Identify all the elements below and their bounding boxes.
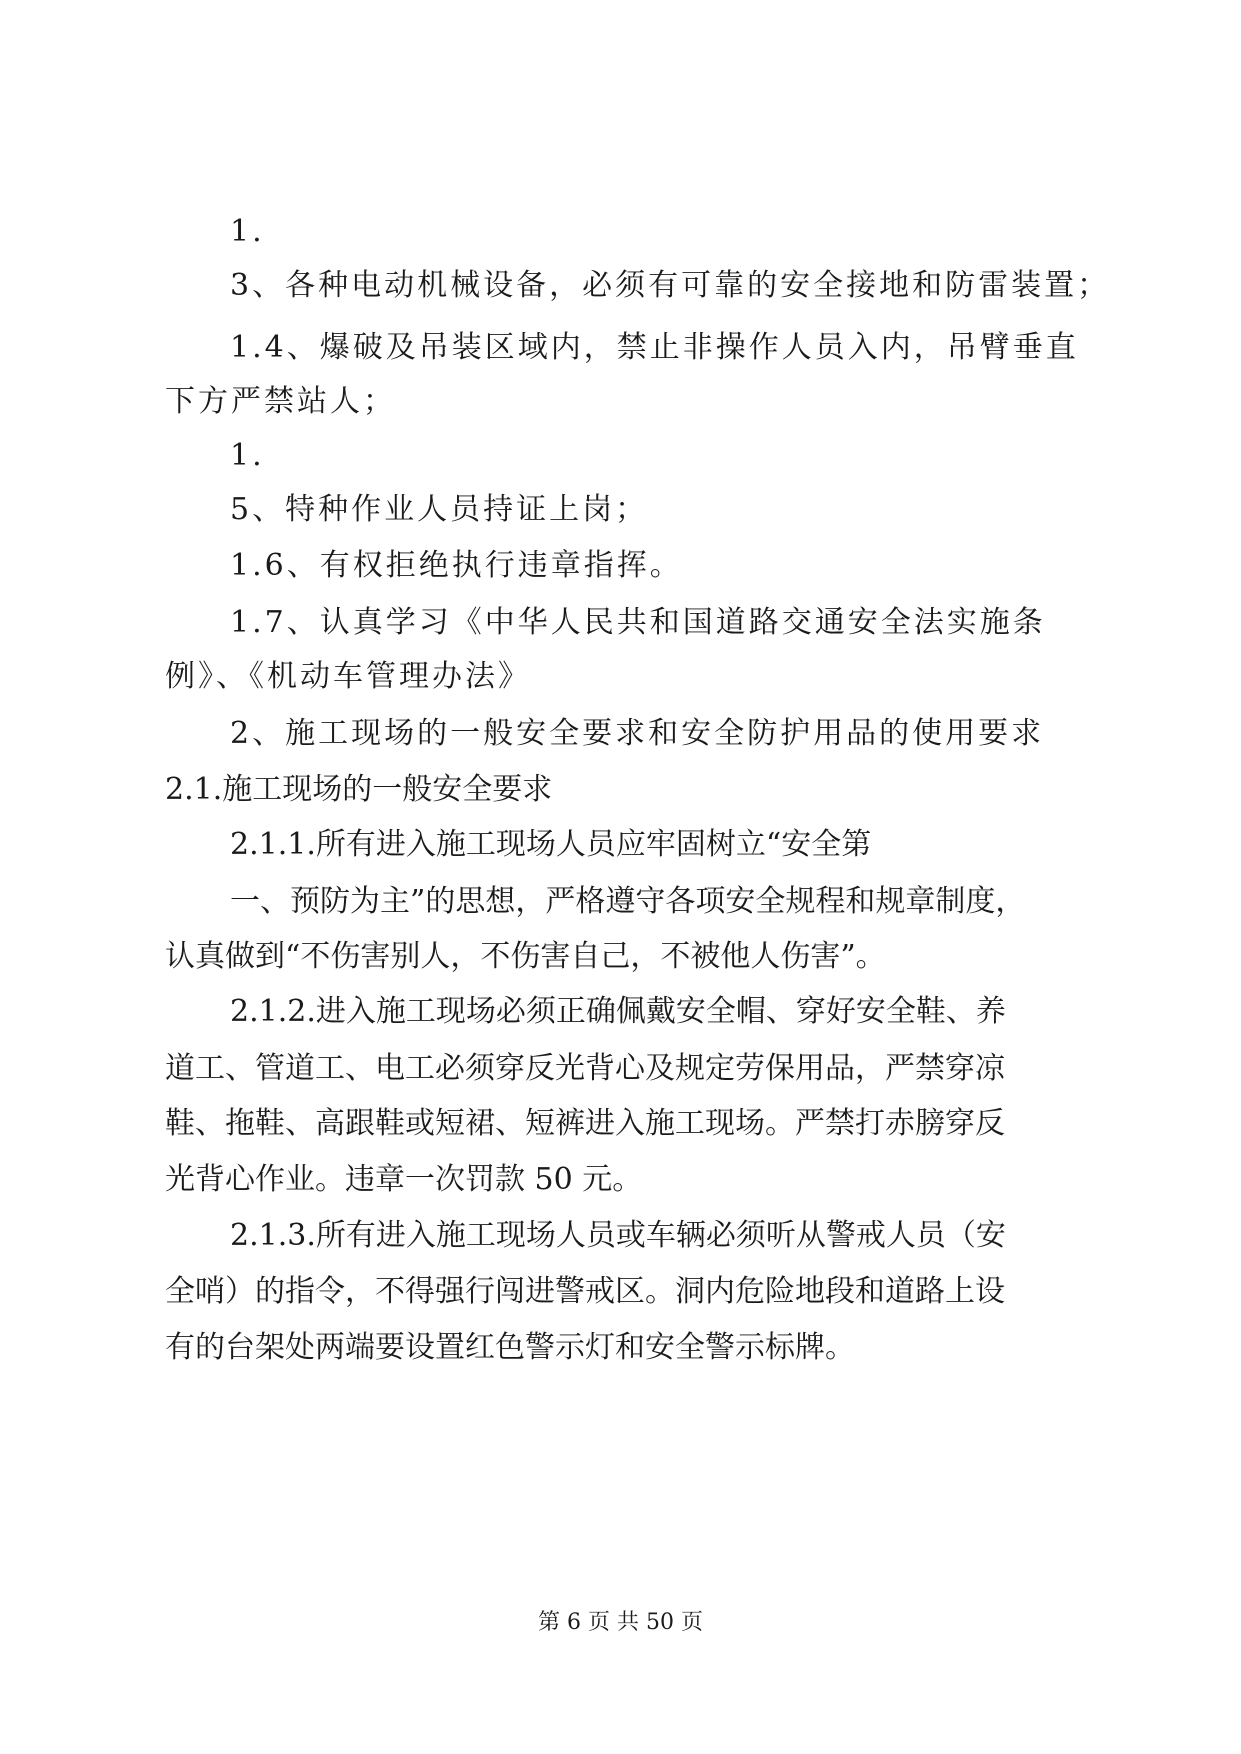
text-line: 一、预防为主”的思想，严格遵守各项安全规程和规章制度， [230,884,1026,919]
text-line: 全哨）的指令，不得强行闯进警戒区。洞内危险地段和道路上设 [165,1274,1005,1309]
text-line: 鞋、拖鞋、高跟鞋或短裙、短裤进入施工现场。严禁打赤膀穿反 [165,1106,1005,1141]
text-line: 2.1.1.所有进入施工现场人员应牢固树立“安全第 [230,827,872,862]
text-line: 下方严禁站人； [165,384,396,419]
text-line: 2、施工现场的一般安全要求和安全防护用品的使用要求 [230,716,1045,751]
text-line: 1.7、认真学习《中华人民共和国道路交通安全法实施条 [230,605,1046,640]
text-line: 1. [230,438,265,473]
text-line: 2.1.施工现场的一般安全要求 [165,772,553,807]
page-number-footer: 第 6 页 共 50 页 [538,1610,703,1635]
text-line: 1. [230,214,265,249]
text-line: 例》、《机动车管理办法》 [165,659,531,694]
text-line: 2.1.3.所有进入施工现场人员或车辆必须听从警戒人员（安 [230,1218,1006,1253]
text-line: 2.1.2.进入施工现场必须正确佩戴安全帽、穿好安全鞋、养 [230,994,1006,1029]
text-line: 认真做到“不伤害别人，不伤害自己，不被他人伤害”。 [165,939,886,974]
text-line: 光背心作业。违章一次罚款 50 元。 [165,1162,643,1197]
text-line: 1.6、有权拒绝执行违章指挥。 [230,548,683,583]
text-line: 有的台架处两端要设置红色警示灯和安全警示标牌。 [165,1330,855,1365]
text-line: 道工、管道工、电工必须穿反光背心及规定劳保用品，严禁穿凉 [165,1051,1005,1086]
text-line: 5、特种作业人员持证上岗； [230,492,649,527]
text-line: 1.4、爆破及吊装区域内，禁止非操作人员入内，吊臂垂直 [230,330,1079,365]
text-line: 3、各种电动机械设备，必须有可靠的安全接地和防雷装置； [230,268,1111,303]
